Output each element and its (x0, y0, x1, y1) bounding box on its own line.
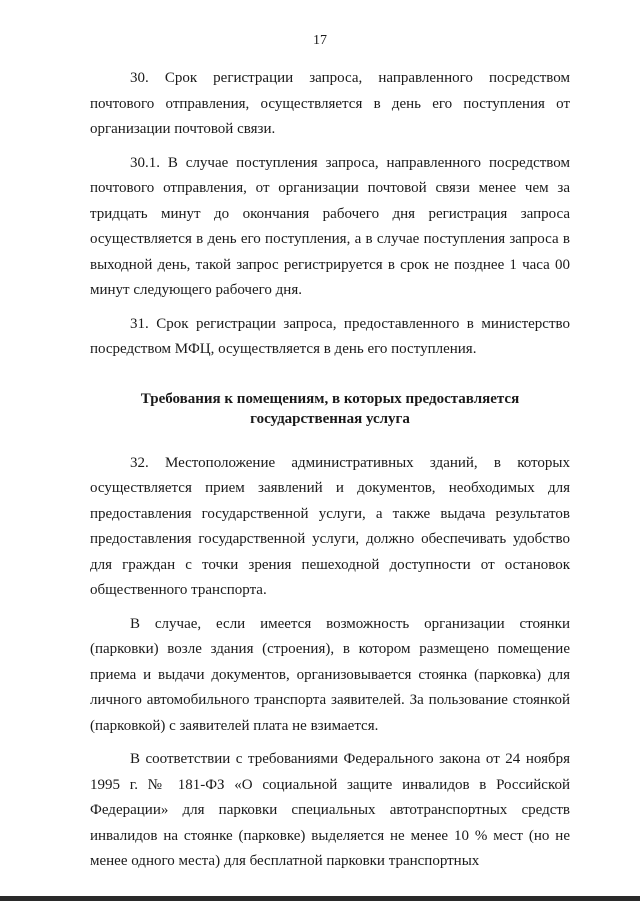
paragraph-30: 30. Срок регистрации запроса, направленного посредством почтового отправления, осуществляется в день его поступления от организации почтовой связи. (90, 70, 570, 137)
paragraph-disabled-parking: В соответствии с требованиями Федерального закона от 24 ноября 1995 г. № 181-ФЗ «О социальной защите инвалидов в Российской Федерации» для парковки специальных автотранспортных средств инвалидов на стоянке (парковке) выделяется не менее 10 % мест (но не менее одного места) для бесплатной парковки транспортных (90, 751, 570, 869)
section-heading-line-2: государственная услуга (250, 410, 410, 427)
section-heading (90, 389, 570, 429)
page-number: 17 (313, 33, 327, 48)
paragraph-parking: В случае, если имеется возможность организации стоянки (парковки) возле здания (строения), в котором размещено помещение приема и выдачи документов, организовывается стоянка (парковка) для личного автомобильного транспорта заявителей. За пользование стоянкой (парковкой) с заявителей плата не взимается. (90, 615, 570, 734)
section-heading-line-1: Требования к помещениям, в которых предоставляется (140, 390, 520, 407)
page-bottom-border (0, 896, 640, 901)
paragraph-32: 32. Местоположение административных зданий, в которых осуществляется прием заявлений и документов, необходимых для предоставления государственной услуги, а также выдача результатов предоставления государственной услуги, должно обеспечивать удобство для граждан с точки зрения пешеходной доступности от остановок общественного транспорта. (90, 454, 570, 598)
document-body (90, 66, 570, 883)
paragraph-30-1: 30.1. В случае поступления запроса, направленного посредством почтового отправления, от организации почтовой связи менее чем за тридцать минут до окончания рабочего дня регистрация запроса осуществляется в день его поступления, а в случае поступления запроса в выходной день, такой запрос регистрируется в срок не позднее 1 часа 00 минут следующего рабочего дня. (90, 154, 570, 298)
paragraph-31: 31. Срок регистрации запроса, предоставленного в министерство посредством МФЦ, осуществляется в день его поступления. (90, 315, 570, 357)
